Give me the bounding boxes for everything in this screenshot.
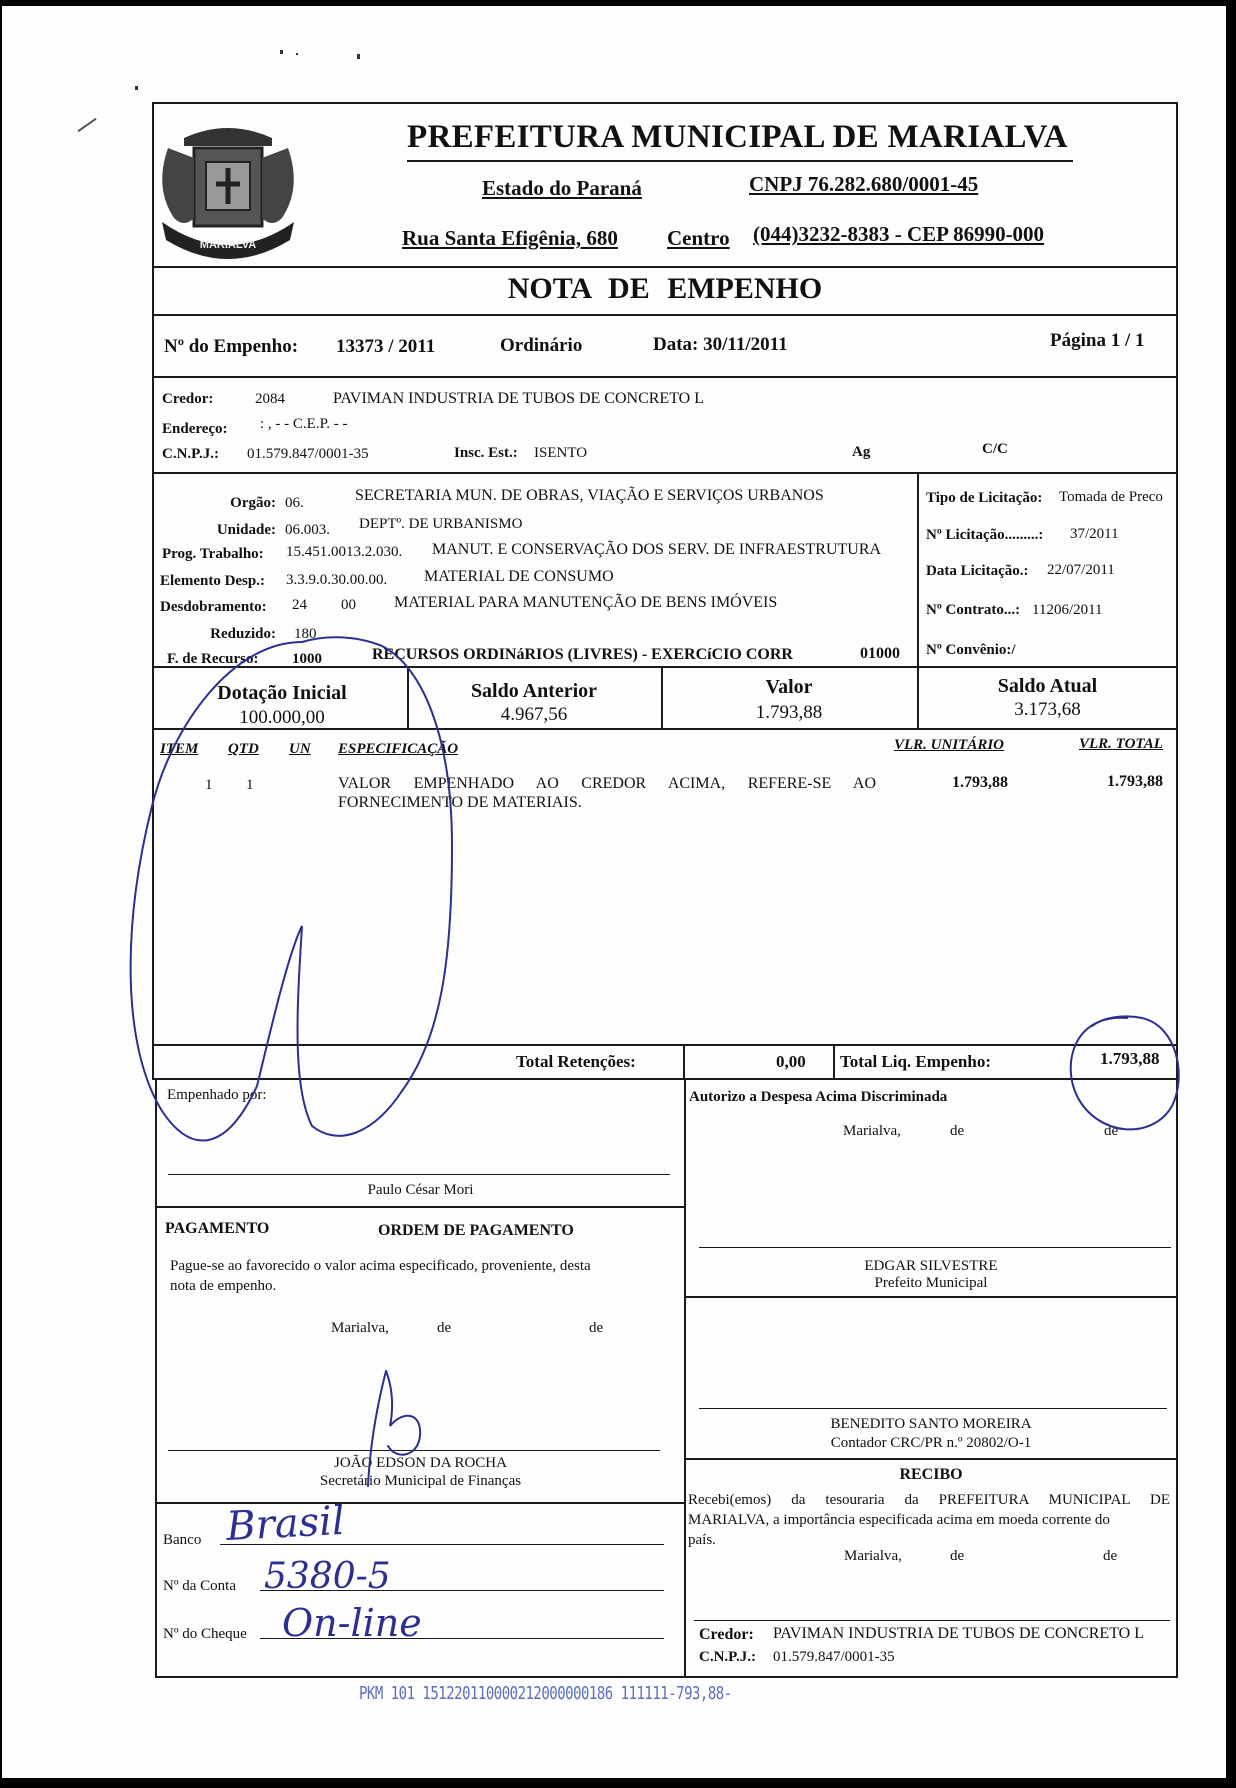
recurso-name: RECURSOS ORDINáRIOS (LIVRES) - EXERCíCIO CORR	[372, 646, 793, 663]
scan-speck	[296, 53, 298, 55]
scan-speck	[357, 54, 360, 59]
totals-divider-2	[833, 1044, 835, 1080]
recibo-text-line-3: país.	[688, 1532, 716, 1548]
banco-handwriting: Brasil	[225, 1497, 346, 1550]
row-spec-line-2: FORNECIMENTO DE MATERIAIS.	[338, 794, 582, 811]
tipo-licitacao-value: Tomada de Preco	[1059, 489, 1163, 505]
cheque-line	[260, 1638, 664, 1639]
scan-mark	[77, 118, 96, 132]
recibo-box	[684, 1458, 1178, 1678]
empenhado-name: Paulo César Mori	[367, 1182, 474, 1198]
saldo-atual-value: 3.173,68	[1014, 699, 1081, 720]
autorizo-place: Marialva,	[843, 1123, 901, 1139]
unidade-label: Unidade:	[216, 522, 276, 538]
recurso-code: 1000	[292, 651, 322, 667]
saldo-anterior-value: 4.967,56	[500, 704, 568, 725]
pagamento-text-line-2: nota de empenho.	[170, 1278, 277, 1294]
recibo-credor-label: Credor:	[699, 1626, 754, 1643]
orgao-name: SECRETARIA MUN. DE OBRAS, VIAÇÃO E SERVIÇOS URBANOS	[355, 487, 824, 504]
prog-name: MANUT. E CONSERVAÇÃO DOS SERV. DE INFRAESTRUTURA	[432, 541, 882, 558]
dotacao-inicial-label: Dotação Inicial	[217, 682, 347, 704]
tipo-licitacao-label: Tipo de Licitação:	[926, 490, 1043, 506]
retencoes-label: Total Retenções:	[516, 1052, 636, 1071]
row-item: 1	[205, 777, 213, 793]
ag-label: Ag	[852, 444, 871, 460]
desdobramento-label: Desdobramento:	[160, 599, 267, 615]
insc-value: ISENTO	[534, 445, 588, 461]
pagamento-signature-line	[168, 1450, 660, 1451]
document-title: NOTA DE EMPENHO	[507, 272, 823, 305]
col-un: UN	[289, 741, 311, 757]
recibo-de-2: de	[1103, 1548, 1118, 1564]
cheque-label: Nº do Cheque	[163, 1626, 247, 1642]
row-spec-line-1: VALOR EMPENHADO AO CREDOR ACIMA, REFERE-SE AO	[338, 775, 876, 792]
recibo-cnpj-value: 01.579.847/0001-35	[773, 1649, 895, 1665]
saldo-anterior-label: Saldo Anterior	[470, 680, 598, 702]
cheque-handwriting: On-line	[282, 1601, 422, 1645]
municipality-phone-cep: (044)3232-8383 - CEP 86990-000	[753, 222, 1045, 246]
autorizo-label: Autorizo a Despesa Acima Discriminada	[689, 1089, 948, 1105]
contador-role: Contador CRC/PR n.º 20802/O-1	[830, 1435, 1032, 1451]
pagamento-label: PAGAMENTO	[165, 1220, 270, 1237]
municipality-district: Centro	[667, 226, 730, 250]
municipality-address: Rua Santa Efigênia, 680	[402, 226, 618, 250]
empenho-date: Data: 30/11/2011	[653, 334, 788, 355]
unidade-code: 06.003.	[285, 522, 330, 538]
recurso-number: 01000	[860, 645, 900, 662]
col-especificacao: ESPECIFICAÇÃO	[338, 741, 459, 757]
recibo-de-1: de	[950, 1548, 965, 1564]
endereco-label: Endereço:	[162, 421, 228, 437]
credor-label: Credor:	[162, 391, 214, 407]
conta-handwriting: 5380-5	[264, 1556, 391, 1597]
elemento-code: 3.3.9.0.30.00.00.	[286, 572, 388, 588]
recibo-text-line-2: MARIALVA, a importância especificada acima em moeda corrente do	[688, 1512, 1110, 1528]
autorizo-de-2: de	[1104, 1123, 1119, 1139]
recibo-cnpj-label: C.N.P.J.:	[699, 1649, 756, 1665]
svg-text:MARIALVA: MARIALVA	[199, 239, 257, 251]
col-qtd: QTD	[228, 741, 259, 757]
desdobramento-sub: 00	[341, 597, 356, 613]
crest-logo	[154, 118, 302, 268]
empenho-number: 13373 / 2011	[336, 336, 436, 357]
conta-line	[260, 1590, 664, 1591]
credor-cnpj-value: 01.579.847/0001-35	[247, 446, 369, 462]
retencoes-value: 0,00	[776, 1052, 806, 1071]
empenhado-label: Empenhado por:	[167, 1087, 267, 1103]
pagamento-signer: JOÃO EDSON DA ROCHA	[334, 1455, 507, 1471]
cc-label: C/C	[982, 441, 1008, 457]
elemento-name: MATERIAL DE CONSUMO	[424, 568, 614, 585]
dotacao-inicial-value: 100.000,00	[239, 707, 325, 728]
row-qtd: 1	[246, 777, 254, 793]
page-number: Página 1 / 1	[1050, 330, 1145, 351]
empenho-type: Ordinário	[500, 335, 583, 356]
empenho-label: Nº do Empenho:	[164, 336, 299, 357]
insc-label: Insc. Est.:	[454, 445, 518, 461]
col-vlr-unitario: VLR. UNITÁRIO	[894, 737, 1005, 753]
convenio-label: Nº Convênio:/	[926, 642, 1016, 658]
pagamento-role: Secretário Municipal de Finanças	[319, 1473, 522, 1489]
recibo-signature-line	[694, 1620, 1170, 1621]
contador-signature-line	[699, 1408, 1167, 1409]
elemento-label: Elemento Desp.:	[160, 573, 265, 589]
autorizo-signer: EDGAR SILVESTRE	[864, 1258, 998, 1274]
ordem-pagamento-label: ORDEM DE PAGAMENTO	[378, 1222, 574, 1239]
data-licitacao-label: Data Licitação.:	[926, 563, 1029, 579]
liq-empenho-label: Total Liq. Empenho:	[840, 1052, 991, 1071]
contador-signer: BENEDITO SANTO MOREIRA	[830, 1416, 1032, 1432]
credor-code: 2084	[255, 391, 285, 407]
autorizo-de-1: de	[950, 1123, 965, 1139]
credor-cnpj-label: C.N.P.J.:	[162, 446, 219, 462]
scan-speck	[280, 50, 283, 54]
dotacao-divider	[917, 472, 919, 668]
title-underline	[407, 160, 1073, 162]
num-licitacao-label: Nº Licitação.........:	[926, 527, 1044, 543]
col-item: ITEM	[160, 741, 199, 757]
authentication-stamp: PKM 101 151220110000212000000186 111111-793,88-	[359, 1684, 732, 1704]
desdobramento-name: MATERIAL PARA MANUTENÇÃO DE BENS IMÓVEIS	[394, 594, 778, 611]
unidade-name: DEPTº. DE URBANISMO	[359, 516, 523, 532]
liq-empenho-value: 1.793,88	[1100, 1049, 1160, 1068]
prog-label: Prog. Trabalho:	[162, 546, 264, 562]
municipality-title: PREFEITURA MUNICIPAL DE MARIALVA	[407, 119, 1068, 155]
data-licitacao-value: 22/07/2011	[1047, 562, 1115, 578]
reduzido-value: 180	[294, 626, 317, 642]
pagamento-de-2: de	[589, 1320, 604, 1336]
orgao-code: 06.	[285, 495, 304, 511]
endereco-value: : , - - C.E.P. - -	[260, 416, 348, 432]
recibo-label: RECIBO	[899, 1466, 963, 1483]
reduzido-label: Reduzido:	[210, 626, 276, 642]
banco-line	[220, 1544, 664, 1545]
pagamento-de-1: de	[437, 1320, 452, 1336]
autorizo-signature-line	[699, 1247, 1171, 1248]
recibo-place: Marialva,	[844, 1548, 902, 1564]
row-total-value: 1.793,88	[1107, 773, 1163, 790]
recurso-label: F. de Recurso:	[167, 651, 259, 667]
contrato-value: 11206/2011	[1032, 602, 1103, 618]
recibo-credor-value: PAVIMAN INDUSTRIA DE TUBOS DE CONCRETO L	[773, 1625, 1145, 1642]
recibo-text-line-1: Recebi(emos) da tesouraria da PREFEITURA MUNICIPAL DE	[688, 1492, 1170, 1508]
autorizo-role: Prefeito Municipal	[874, 1275, 988, 1291]
valor-value: 1.793,88	[755, 702, 823, 723]
municipality-cnpj: CNPJ 76.282.680/0001-45	[749, 172, 979, 196]
pagamento-text-line-1: Pague-se ao favorecido o valor acima especificado, proveniente, desta	[170, 1258, 591, 1274]
saldo-atual-label: Saldo Atual	[997, 675, 1098, 697]
totals-divider-1	[683, 1044, 685, 1080]
totals-box	[152, 1044, 1178, 1080]
empenhado-signature-line	[168, 1174, 670, 1175]
prog-code: 15.451.0013.2.030.	[286, 544, 403, 560]
col-vlr-total: VLR. TOTAL	[1079, 736, 1163, 752]
valor-label: Valor	[765, 676, 813, 698]
state-name: Estado do Paraná	[482, 176, 642, 200]
num-licitacao-value: 37/2011	[1070, 526, 1119, 542]
credor-name: PAVIMAN INDUSTRIA DE TUBOS DE CONCRETO L	[333, 390, 705, 407]
desdobramento-code: 24	[292, 597, 307, 613]
orgao-label: Orgão:	[230, 495, 276, 511]
contrato-label: Nº Contrato...:	[926, 602, 1021, 618]
nota-de-empenho-page	[2, 6, 1226, 1778]
row-unit-value: 1.793,88	[952, 774, 1008, 791]
conta-label: Nº da Conta	[163, 1578, 236, 1594]
banco-label: Banco	[163, 1532, 202, 1548]
pagamento-place: Marialva,	[331, 1320, 389, 1336]
scan-speck	[135, 86, 138, 90]
